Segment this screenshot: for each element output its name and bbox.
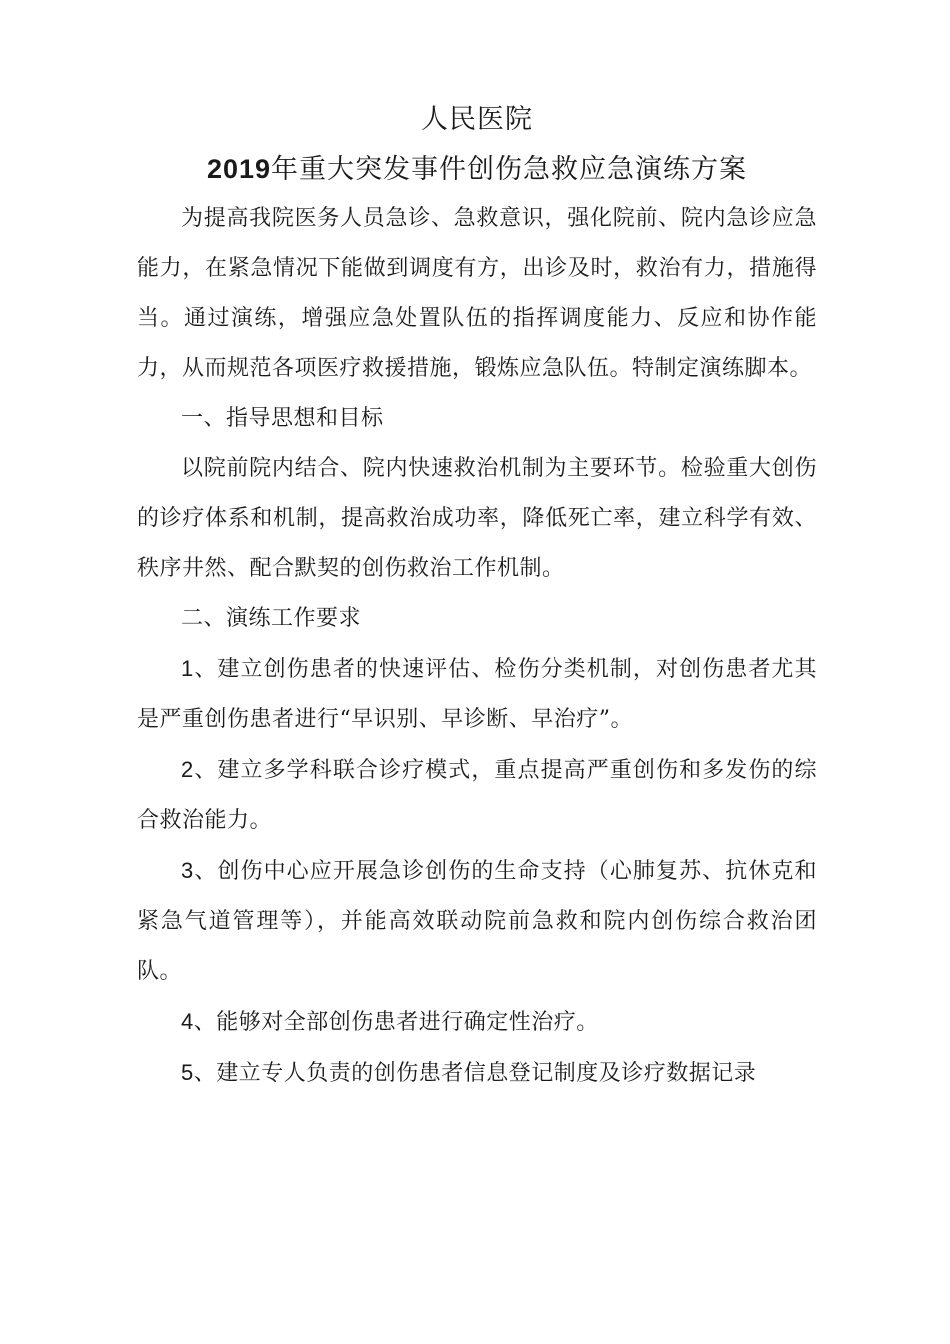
requirement-text: 、建立多学科联合诊疗模式，重点提高严重创伤和多发伤的综合救治能力。 — [137, 758, 817, 833]
title-main-text: 年重大突发事件创伤急救应急演练方案 — [271, 154, 748, 185]
requirement-item-3 — [137, 846, 817, 997]
document-body — [137, 96, 817, 1099]
requirement-number: 2 — [181, 757, 194, 782]
document-title-hospital: 人民医院 — [421, 104, 533, 135]
section-heading-drill-requirements: 二、演练工作要求 — [181, 606, 362, 631]
requirement-text: 、建立创伤患者的快速评估、检伤分类机制，对创伤患者尤其是严重创伤患者进行“早识别、早诊断、早治疗”。 — [137, 657, 817, 732]
document-title-main — [137, 144, 817, 194]
requirement-number: 4 — [181, 1009, 194, 1034]
requirement-text: 、创伤中心应开展急诊创伤的生命支持（心肺复苏、抗休克和紧急气道管理等），并能高效联动院前急救和院内创伤综合救治团队。 — [137, 859, 817, 984]
requirement-number: 1 — [181, 656, 194, 681]
section-heading-guiding-ideology: 一、指导思想和目标 — [181, 406, 384, 431]
requirement-item-1 — [137, 644, 817, 745]
requirement-text: 、能够对全部创伤患者进行确定性治疗。 — [193, 1010, 599, 1035]
requirement-item-2 — [137, 745, 817, 846]
requirement-text: 、建立专人负责的创伤患者信息登记制度及诊疗数据记录 — [193, 1061, 757, 1086]
requirement-number: 3 — [181, 858, 194, 883]
intro-paragraph: 为提高我院医务人员急诊、急救意识，强化院前、院内急诊应急能力，在紧急情况下能做到调度有方，出诊及时，救治有力，措施得当。通过演练，增强应急处置队伍的指挥调度能力、反应和协作能力，从而规范各项医疗救援措施，锻炼应急队伍。特制定演练脚本。 — [137, 206, 817, 381]
requirement-item-5 — [137, 1048, 817, 1099]
requirement-number: 5 — [181, 1060, 194, 1085]
guiding-ideology-paragraph: 以院前院内结合、院内快速救治机制为主要环节。检验重大创伤的诊疗体系和机制，提高救治成功率，降低死亡率，建立科学有效、秩序井然、配合默契的创伤救治工作机制。 — [137, 456, 817, 581]
title-year: 2019 — [206, 154, 272, 184]
requirement-item-4 — [137, 997, 817, 1048]
